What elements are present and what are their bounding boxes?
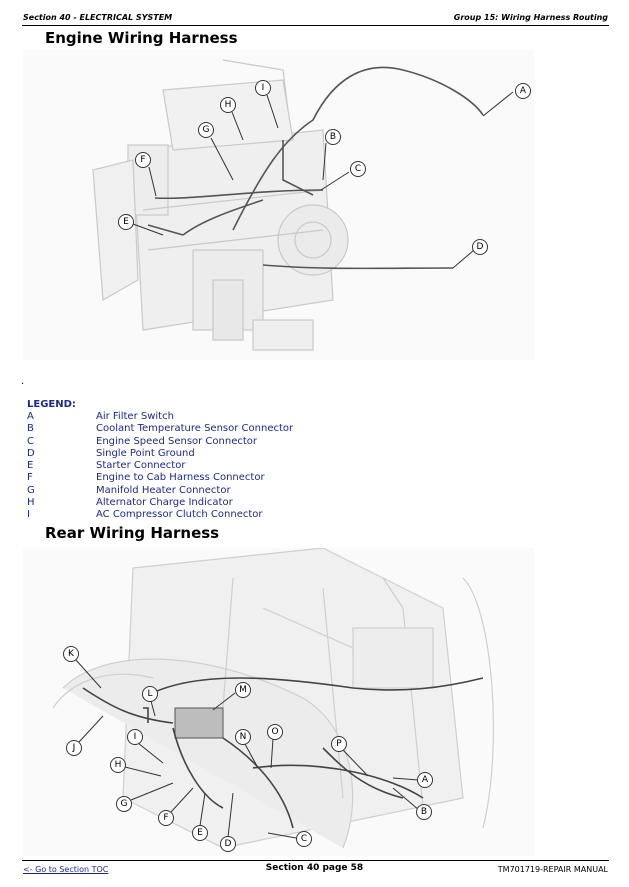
rear-harness-title: Rear Wiring Harness <box>45 524 220 542</box>
legend-title: LEGEND: <box>27 399 76 410</box>
page-number: Section 40 page 58 <box>265 863 364 873</box>
svg-text:A: A <box>421 775 429 785</box>
engine-harness-title: Engine Wiring Harness <box>45 29 238 47</box>
header-divider <box>22 25 609 26</box>
svg-text:M: M <box>239 685 247 695</box>
callout-d <box>453 240 488 269</box>
manual-id: TM701719-REPAIR MANUAL <box>497 865 608 874</box>
svg-text:B: B <box>420 807 428 817</box>
callout-c <box>321 162 366 191</box>
bullet-mark: . <box>21 376 25 387</box>
svg-text:I: I <box>261 83 265 93</box>
svg-text:F: F <box>163 813 169 823</box>
svg-text:N: N <box>239 732 247 742</box>
svg-text:L: L <box>147 689 153 699</box>
callout-a <box>483 84 531 117</box>
svg-text:B: B <box>329 132 337 142</box>
svg-text:E: E <box>123 217 129 227</box>
engine-wiring-figure <box>23 50 534 360</box>
svg-text:J: J <box>72 743 76 753</box>
svg-text:I: I <box>133 732 137 742</box>
svg-text:D: D <box>476 242 484 252</box>
svg-text:O: O <box>271 727 279 737</box>
group-header: Group 15: Wiring Harness Routing <box>453 13 608 22</box>
go-to-toc-link[interactable]: <- Go to Section TOC <box>23 865 109 874</box>
svg-text:K: K <box>68 649 74 659</box>
svg-text:G: G <box>120 799 128 809</box>
footer-divider <box>22 860 609 861</box>
svg-text:F: F <box>140 155 146 165</box>
svg-text:A: A <box>519 86 527 96</box>
svg-text:H: H <box>224 100 232 110</box>
svg-text:H: H <box>114 760 122 770</box>
svg-text:E: E <box>197 828 203 838</box>
svg-text:P: P <box>336 739 342 749</box>
svg-text:D: D <box>224 839 232 849</box>
rear-wiring-figure <box>23 548 534 856</box>
svg-text:C: C <box>354 164 362 174</box>
callout-j <box>67 716 104 756</box>
section-header: Section 40 - ELECTRICAL SYSTEM <box>23 13 173 22</box>
svg-text:G: G <box>202 125 210 135</box>
svg-text:C: C <box>300 834 308 844</box>
